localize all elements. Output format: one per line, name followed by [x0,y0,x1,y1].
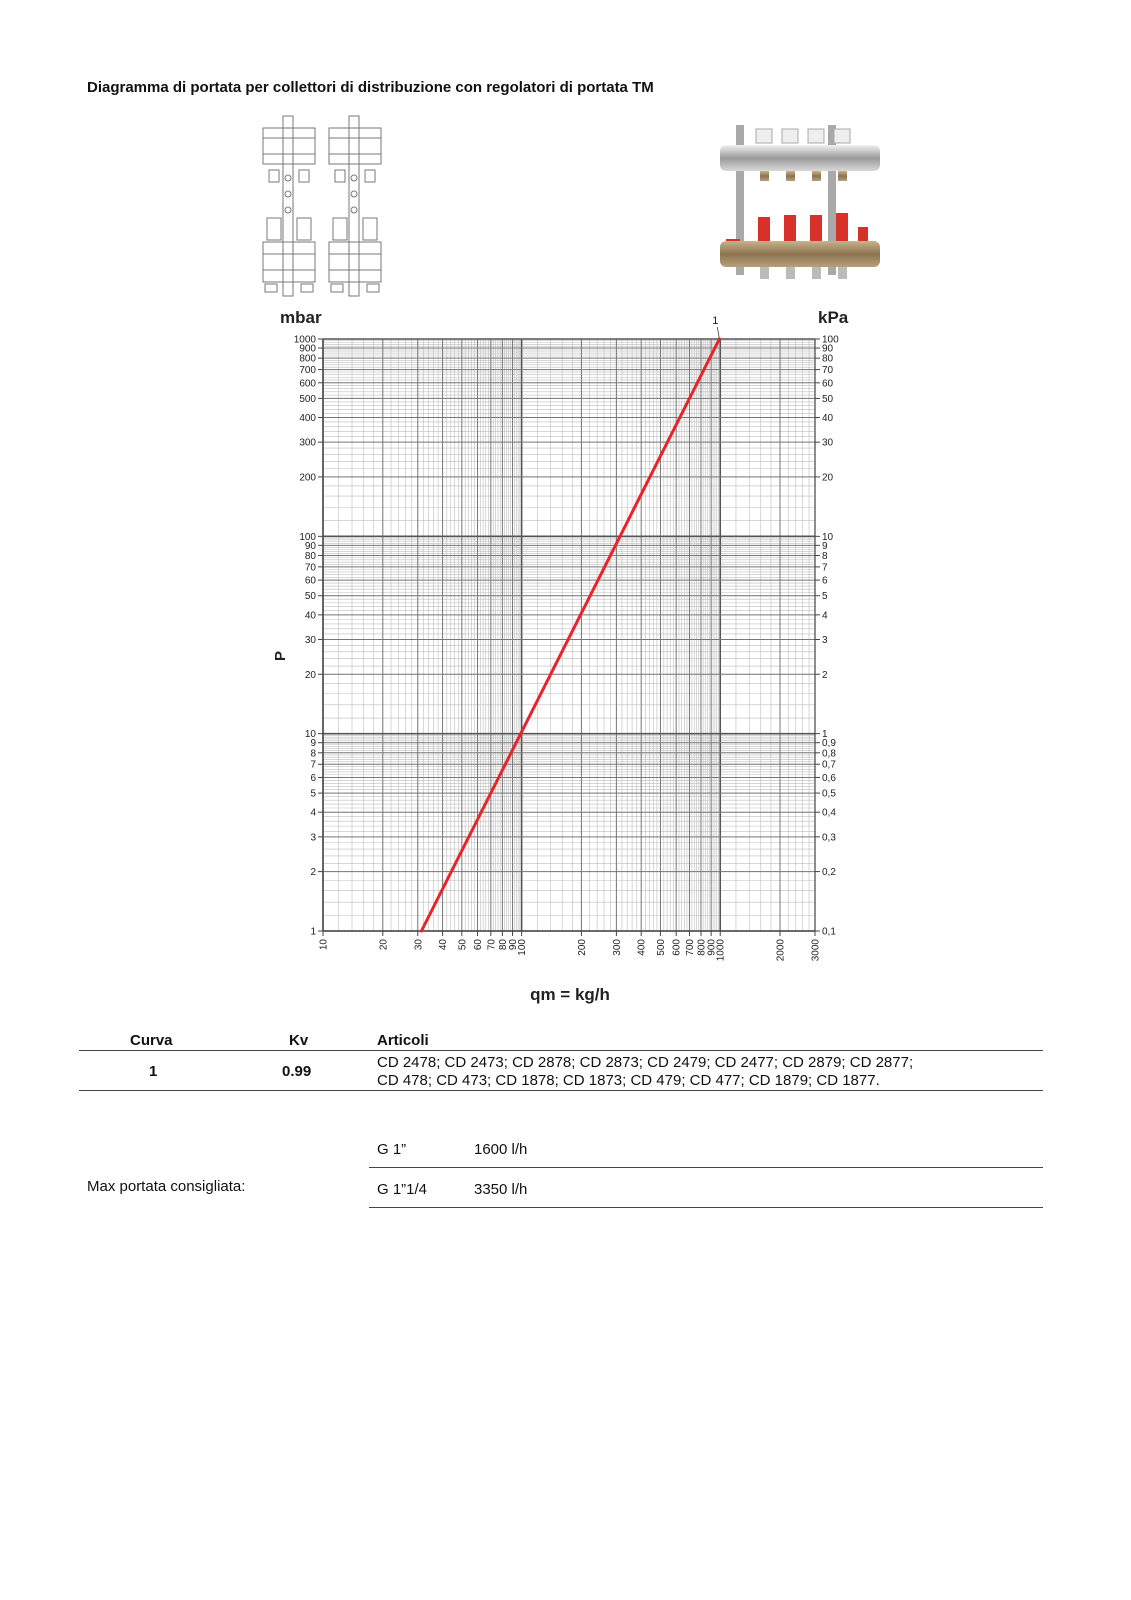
page-title: Diagramma di portata per collettori di distribuzione con regolatori di portata TM [87,79,654,96]
y-tick-left-label: 20 [304,669,316,681]
x-tick-label: 300 [611,939,623,956]
series-label-1: 1 [712,315,719,327]
y-tick-left-label: 200 [299,472,316,484]
table-cell-curva: 1 [149,1063,158,1080]
x-tick-label: 1000 [715,939,727,962]
max-portata-value-2: 3350 l/h [474,1181,528,1198]
y-tick-right-label: 70 [822,365,834,377]
max-portata-size-2: G 1”1/4 [377,1181,428,1198]
x-tick-label: 500 [655,939,667,956]
table-cell-articoli-line1: CD 2478; CD 2473; CD 2878; CD 2873; CD 2479; CD 2477; CD 2879; CD 2877; [377,1054,914,1071]
y-tick-right-label: 3 [822,635,828,647]
y-ticks-left [294,335,323,938]
x-tick-label: 700 [684,939,696,956]
y-tick-right-label: 8 [822,550,828,562]
x-tick-label: 20 [378,939,390,951]
y-tick-left-label: 6 [310,772,316,784]
y-tick-left-label: 4 [310,807,316,819]
x-tick-label: 30 [413,939,425,951]
x-ticks [319,931,822,961]
y-tick-right-label: 90 [822,343,834,355]
series-line-1 [421,339,719,931]
x-tick-label: 900 [706,939,718,956]
left-unit-label: mbar [280,308,322,327]
y-tick-left-label: 1000 [293,334,316,346]
max-portata-value-1: 1600 l/h [474,1141,528,1158]
table-divider-top [79,1050,1043,1051]
table-cell-kv: 0.99 [282,1063,312,1080]
x-tick-label: 40 [438,939,450,951]
x-tick-label: 600 [671,939,683,956]
y-axis-label: P [272,650,289,661]
y-tick-right-label: 0,4 [822,807,836,819]
x-tick-label: 800 [696,939,708,956]
y-tick-left-label: 400 [299,413,316,425]
y-tick-right-label: 0,3 [822,832,836,844]
y-tick-right-label: 10 [822,531,834,543]
y-tick-left-label: 7 [310,759,316,771]
x-tick-label: 400 [636,939,648,956]
y-tick-right-label: 0,5 [822,788,836,800]
y-tick-left-label: 50 [304,591,316,603]
table-header-articoli: Articoli [377,1032,429,1049]
x-tick-label: 100 [517,939,529,956]
y-tick-left-label: 9 [310,738,316,750]
x-tick-label: 70 [486,939,498,951]
y-tick-left-label: 300 [299,437,316,449]
y-tick-left-label: 800 [299,353,316,365]
y-tick-right-label: 0,7 [822,759,836,771]
y-tick-left-label: 900 [299,343,316,355]
y-tick-right-label: 9 [822,540,828,552]
y-tick-right-label: 0,6 [822,772,836,784]
y-tick-left-label: 90 [304,540,316,552]
x-tick-label: 200 [576,939,588,956]
y-tick-left-label: 100 [299,531,316,543]
y-ticks-right [815,335,839,938]
y-tick-right-label: 100 [822,334,839,346]
y-tick-right-label: 4 [822,610,828,622]
x-tick-label: 90 [508,939,520,951]
series [421,315,719,931]
y-tick-left-label: 5 [310,788,316,800]
y-tick-left-label: 60 [304,575,316,587]
y-tick-left-label: 3 [310,832,316,844]
y-tick-right-label: 0,1 [822,926,836,938]
y-tick-left-label: 40 [304,610,316,622]
x-tick-label: 2000 [775,939,787,962]
y-tick-right-label: 6 [822,575,828,587]
x-tick-label: 80 [497,939,509,951]
max-portata-divider-1 [369,1167,1043,1168]
series-leader-1 [717,327,719,339]
y-tick-left-label: 500 [299,393,316,405]
y-tick-right-label: 20 [822,472,834,484]
y-tick-right-label: 5 [822,591,828,603]
y-tick-right-label: 60 [822,378,834,390]
y-tick-right-label: 0,8 [822,748,836,760]
y-tick-left-label: 8 [310,748,316,760]
x-axis-label: qm = kg/h [530,985,610,1004]
x-tick-label: 60 [473,939,485,951]
y-tick-right-label: 30 [822,437,834,449]
table-divider-bottom [79,1090,1043,1091]
y-tick-right-label: 0,9 [822,738,836,750]
y-tick-left-label: 700 [299,365,316,377]
table-header-curva: Curva [130,1032,173,1049]
max-portata-divider-2 [369,1207,1043,1208]
x-tick-label: 50 [457,939,469,951]
y-tick-left-label: 80 [304,550,316,562]
table-header-kv: Kv [289,1032,309,1049]
y-tick-right-label: 80 [822,353,834,365]
max-portata-label: Max portata consigliata: [87,1178,246,1195]
y-tick-right-label: 2 [822,669,828,681]
y-tick-left-label: 2 [310,867,316,879]
manifold-photo [712,115,962,301]
y-tick-right-label: 50 [822,393,834,405]
y-tick-left-label: 600 [299,378,316,390]
y-tick-left-label: 1 [310,926,316,938]
y-tick-left-label: 10 [304,729,316,741]
max-portata-size-1: G 1” [377,1141,407,1158]
manifold-technical-drawing [255,114,395,298]
y-tick-left-label: 30 [304,635,316,647]
table-cell-articoli-line2: CD 478; CD 473; CD 1878; CD 1873; CD 479; CD 477; CD 1879; CD 1877. [377,1072,880,1089]
x-tick-label: 3000 [810,939,822,962]
flow-rate-chart [250,305,890,1025]
x-tick-label: 10 [318,939,330,951]
y-tick-right-label: 7 [822,562,828,574]
y-tick-left-label: 70 [304,562,316,574]
y-tick-right-label: 0,2 [822,867,836,879]
y-tick-right-label: 40 [822,413,834,425]
right-unit-label: kPa [818,308,849,327]
y-tick-right-label: 1 [822,729,828,741]
